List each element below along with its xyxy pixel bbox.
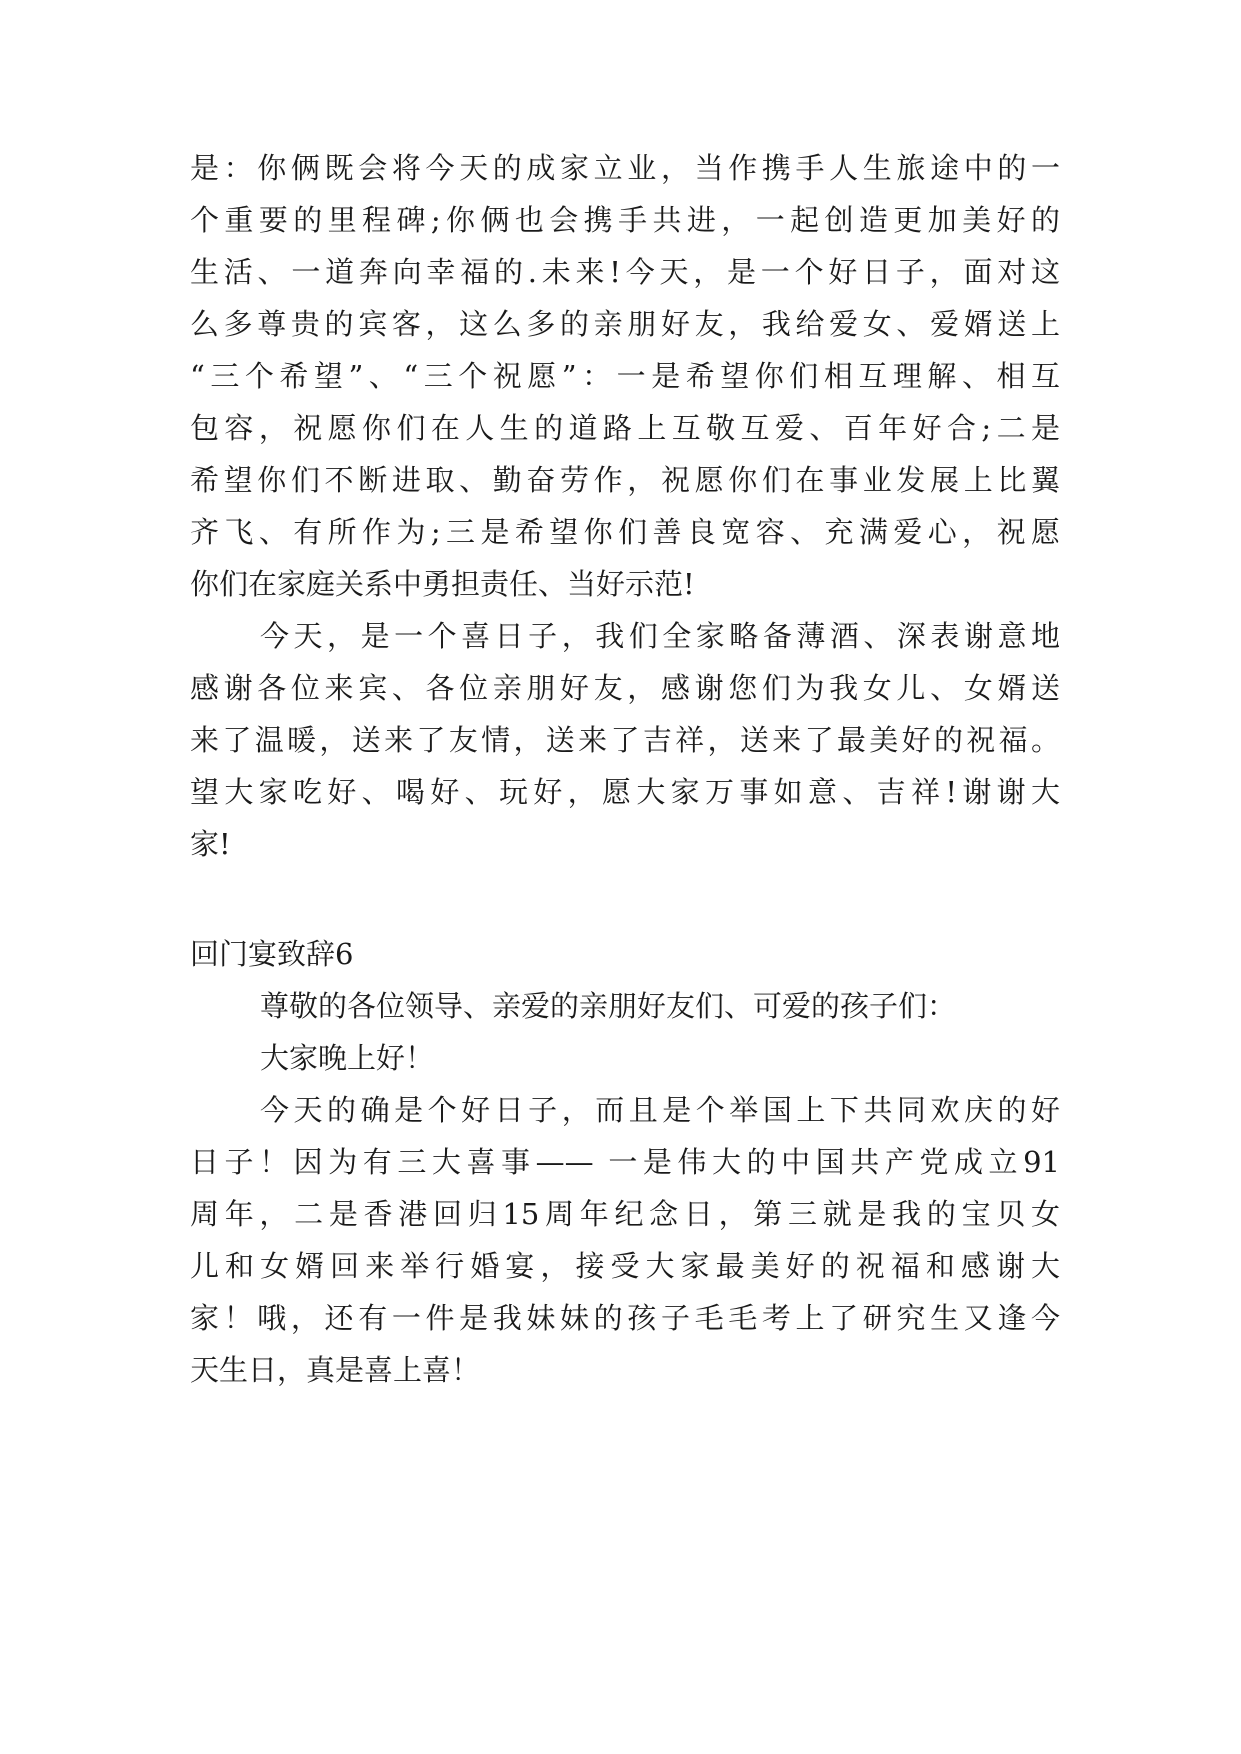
paragraph-line: 儿和女婿回来举行婚宴，接受大家最美好的祝福和感谢大 <box>190 1249 1060 1283</box>
paragraph-line: 希望你们不断进取、勤奋劳作，祝愿你们在事业发展上比翼 <box>190 463 1060 497</box>
paragraph-line: 生活、一道奔向幸福的.未来!今天，是一个好日子，面对这 <box>190 255 1060 289</box>
paragraph-line: 是：你俩既会将今天的成家立业，当作携手人生旅途中的一 <box>190 151 1060 185</box>
paragraph-line: 么多尊贵的宾客，这么多的亲朋好友，我给爱女、爱婿送上 <box>190 307 1060 341</box>
paragraph-line: 包容，祝愿你们在人生的道路上互敬互爱、百年好合;二是 <box>190 411 1060 445</box>
paragraph-line: 你们在家庭关系中勇担责任、当好示范! <box>190 567 695 601</box>
section-heading: 回门宴致辞6 <box>190 937 354 971</box>
paragraph-line: 日子！因为有三大喜事—— 一是伟大的中国共产党成立91 <box>190 1145 1060 1179</box>
salutation-line: 尊敬的各位领导、亲爱的亲朋好友们、可爱的孩子们： <box>260 989 957 1023</box>
paragraph-line: 今天的确是个好日子，而且是个举国上下共同欢庆的好 <box>260 1093 1060 1127</box>
paragraph-line: 个重要的里程碑;你俩也会携手共进，一起创造更加美好的 <box>190 203 1060 237</box>
greeting-line: 大家晚上好！ <box>260 1041 435 1075</box>
paragraph-line: 周年，二是香港回归15周年纪念日，第三就是我的宝贝女 <box>190 1197 1060 1231</box>
paragraph-line: 天生日，真是喜上喜！ <box>190 1353 481 1387</box>
paragraph-line: 家! <box>190 827 231 861</box>
paragraph-line: “三个希望”、“三个祝愿”：一是希望你们相互理解、相互 <box>190 359 1060 393</box>
paragraph-line: 今天，是一个喜日子，我们全家略备薄酒、深表谢意地 <box>260 619 1060 653</box>
paragraph-line: 望大家吃好、喝好、玩好，愿大家万事如意、吉祥!谢谢大 <box>190 775 1060 809</box>
paragraph-line: 齐飞、有所作为;三是希望你们善良宽容、充满爱心，祝愿 <box>190 515 1060 549</box>
paragraph-line: 感谢各位来宾、各位亲朋好友，感谢您们为我女儿、女婿送 <box>190 671 1060 705</box>
paragraph-line: 家！哦，还有一件是我妹妹的孩子毛毛考上了研究生又逢今 <box>190 1301 1060 1335</box>
paragraph-line: 来了温暖，送来了友情，送来了吉祥，送来了最美好的祝福。 <box>190 723 1060 757</box>
